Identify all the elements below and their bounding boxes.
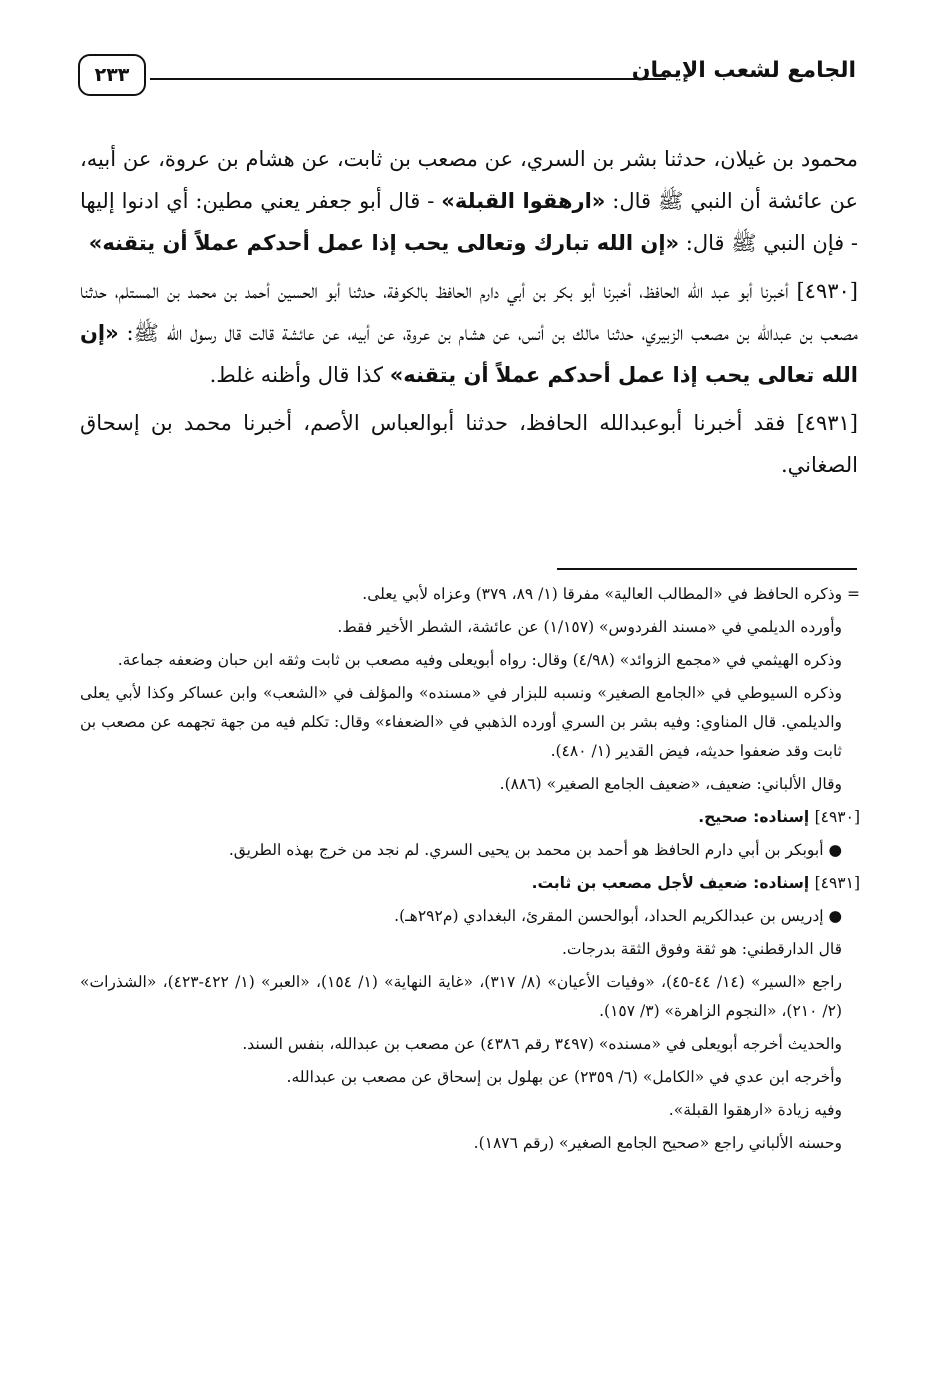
hadith-number: [٤٩٣٠] xyxy=(796,279,858,303)
hadith-paragraph-4930 xyxy=(80,270,858,396)
running-title: الجامع لشعب الإيمان xyxy=(631,58,856,83)
footnote-line: وقال الألباني: ضعيف، «ضعيف الجامع الصغير» (٨٨٦). xyxy=(499,775,842,793)
paragraph-text: محمود بن غيلان، حدثنا بشر بن السري، عن مصعب بن ثابت، عن هشام بن عروة، عن أبيه، عن عائشة أن النبي ﷺ قال: xyxy=(80,147,858,213)
footnote-text: إسناده: ضعيف لأجل مصعب بن ثابت. xyxy=(531,874,815,892)
footnote-line: قال الدارقطني: هو ثقة وفوق الثقة بدرجات. xyxy=(561,940,842,958)
paragraph-text: أخبرنا أبو عبد الله الحافظ، أخبرنا أبو بكر بن أبي دارم الحافظ بالكوفة، حدثنا أبو الحسين أحمد بن محمد بن المستلم، حدثنا مصعب بن عبدالله بن مصعب الزبيري، حدثنا مالك بن أنس، عن هشام بن عروة، عن أبيه، عن عائشة قالت قال رسول الله ﷺ: xyxy=(80,279,858,345)
footnote-line: وذكره السيوطي في «الجامع الصغير» ونسبه للبزار في «مسنده» والمؤلف في «الشعب» وابن عساكر وكذا لأبي يعلى والديلمي. قال المناوي: وفيه بشر بن السري أورده الذهبي في «الضعفاء» وقال: تكلم فيه من جهة تجهمه عن مصعب بن ثابت وقد ضعفوا حديثه، فيض القدير (١/ ٤٨٠). xyxy=(80,684,842,760)
hadith-paragraph xyxy=(80,138,858,264)
hadith-paragraph-4931 xyxy=(80,402,858,486)
footnote-line: ● إدريس بن عبدالكريم الحداد، أبوالحسن المقرئ، البغدادي (م٢٩٢هـ). xyxy=(394,907,842,925)
page-header xyxy=(78,52,856,102)
footnote-line: وأخرجه ابن عدي في «الكامل» (٦/ ٢٣٥٩) عن بهلول بن إسحاق عن مصعب بن عبدالله. xyxy=(286,1068,842,1086)
page-number: ٢٣٣ xyxy=(78,54,146,96)
footnote-line: راجع «السير» (١٤/ ٤٤-٤٥)، «وفيات الأعيان» (٨/ ٣١٧)، «غاية النهاية» (١/ ١٥٤)، «العبر» (١/ ٤٢٢-٤٢٣)، «الشذرات» (٢/ ٢١٠)، «النجوم الزاهرة» (٣/ ١٥٧). xyxy=(80,973,842,1020)
hadith-number: [٤٩٣١] xyxy=(796,411,858,435)
hadith-quote: «ارهقوا القبلة» xyxy=(441,189,606,213)
paragraph-text: - قال أبو جعفر يعني مطين: أي ادنوا إليها - فإن النبي ﷺ قال: xyxy=(80,189,858,255)
paragraph-text: كذا قال وأظنه غلط. xyxy=(209,363,390,387)
main-text xyxy=(80,138,858,492)
footnote-line: وحسنه الألباني راجع «صحيح الجامع الصغير» (رقم ١٨٧٦). xyxy=(473,1134,842,1152)
footnote-number: [٤٩٣١] xyxy=(814,874,860,892)
hadith-quote: «إن الله تعالى يحب إذا عمل أحدكم عملاً أن يتقنه» xyxy=(80,321,858,387)
header-rule xyxy=(150,78,666,80)
hadith-quote: «إن الله تبارك وتعالى يحب إذا عمل أحدكم عملاً أن يتقنه» xyxy=(88,231,680,255)
footnote-separator xyxy=(557,568,857,570)
footnote-line xyxy=(80,803,860,832)
footnote-line: = وذكره الحافظ في «المطالب العالية» مفرقا (١/ ٨٩، ٣٧٩) وعزاه لأبي يعلى. xyxy=(362,585,860,603)
footnote-line: وأورده الديلمي في «مسند الفردوس» (١/١٥٧) عن عائشة، الشطر الأخير فقط. xyxy=(337,618,842,636)
paragraph-text: فقد أخبرنا أبوعبدالله الحافظ، حدثنا أبوالعباس الأصم، أخبرنا محمد بن إسحاق الصغاني. xyxy=(80,411,858,477)
footnote-number: [٤٩٣٠] xyxy=(814,808,860,826)
footnote-text: إسناده: صحيح. xyxy=(698,808,815,826)
footnote-line xyxy=(80,869,860,898)
footnotes xyxy=(80,580,860,1162)
footnote-line: ● أبوبكر بن أبي دارم الحافظ هو أحمد بن محمد بن يحيى السري. لم نجد من خرج بهذه الطريق. xyxy=(228,841,842,859)
footnote-line: والحديث أخرجه أبويعلى في «مسنده» (٣٤٩٧ رقم ٤٣٨٦) عن مصعب بن عبدالله، بنفس السند. xyxy=(242,1035,842,1053)
footnote-line: وفيه زيادة «ارهقوا القبلة». xyxy=(668,1101,842,1119)
footnote-line: وذكره الهيثمي في «مجمع الزوائد» (٤/٩٨) وقال: رواه أبويعلى وفيه مصعب بن ثابت وثقه ابن حبان وضعفه جماعة. xyxy=(117,651,842,669)
